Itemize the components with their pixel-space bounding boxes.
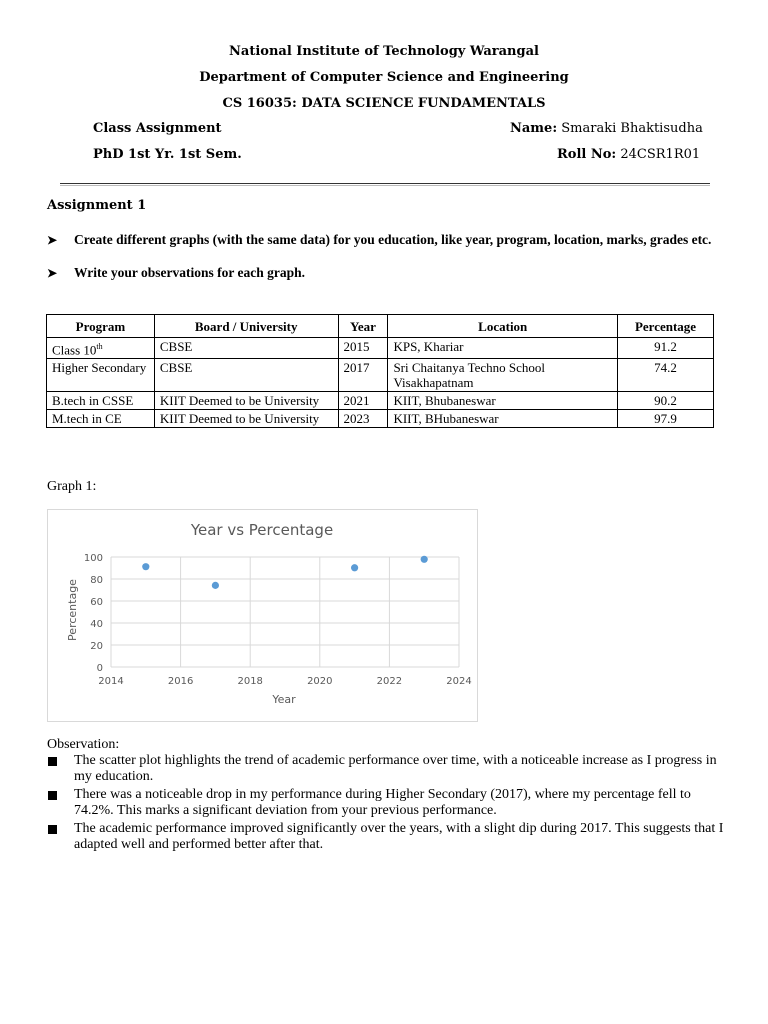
location-cell: KIIT, BHubaneswar (388, 410, 618, 428)
task-text: Write your observations for each graph. (74, 265, 305, 280)
percentage-cell: 74.2 (618, 359, 714, 392)
chart-title: Year vs Percentage (190, 521, 334, 539)
arrow-bullet-icon: ➤ (47, 233, 58, 247)
scatter-chart (48, 510, 477, 721)
semester-label: PhD 1st Yr. 1st Sem. (93, 147, 242, 162)
ordinal-suffix: th (96, 342, 103, 351)
x-tick-label: 2018 (237, 676, 263, 687)
square-bullet-icon (48, 791, 57, 800)
table-header-row (47, 315, 714, 338)
arrow-bullet-icon: ➤ (47, 266, 58, 280)
data-point (212, 582, 219, 589)
column-header: Program (47, 315, 155, 338)
percentage-cell: 97.9 (618, 410, 714, 428)
y-tick-label: 40 (90, 619, 103, 630)
x-tick-label: 2024 (446, 676, 472, 687)
y-tick-label: 80 (90, 575, 103, 586)
class-label: Class Assignment (93, 121, 222, 136)
course-title: CS 16035: DATA SCIENCE FUNDAMENTALS (222, 96, 546, 111)
percentage-cell: 90.2 (618, 392, 714, 410)
observation-text: The scatter plot highlights the trend of academic performance over time, with a noticeable increase as I progress in my education. (74, 753, 717, 784)
board-cell: KIIT Deemed to be University (154, 410, 338, 428)
board-cell: KIIT Deemed to be University (154, 392, 338, 410)
percentage-cell: 91.2 (618, 338, 714, 359)
column-header: Percentage (618, 315, 714, 338)
location-cell: Sri Chaitanya Techno School Visakhapatnam (388, 359, 618, 392)
roll-value: 24CSR1R01 (620, 147, 701, 162)
x-tick-label: 2014 (98, 676, 124, 687)
x-axis-label: Year (272, 693, 296, 706)
year-cell: 2017 (338, 359, 388, 392)
program-cell: M.tech in CE (47, 410, 155, 428)
x-tick-label: 2016 (167, 676, 194, 687)
year-cell: 2015 (338, 338, 388, 359)
name-label: Name: (510, 121, 558, 136)
location-cell: KPS, Khariar (388, 338, 618, 359)
square-bullet-icon (48, 757, 57, 766)
header-divider (60, 183, 710, 184)
board-cell: CBSE (154, 359, 338, 392)
program-cell: Higher Secondary (47, 359, 155, 392)
column-header: Board / University (154, 315, 338, 338)
y-tick-label: 60 (90, 597, 103, 608)
table-row (47, 410, 714, 428)
assignment-title: Assignment 1 (47, 198, 147, 213)
chart-container (47, 509, 478, 722)
data-point (421, 556, 428, 563)
student-name (510, 121, 703, 136)
roll-label: Roll No: (557, 147, 617, 162)
program-cell: B.tech in CSSE (47, 392, 155, 410)
table-row (47, 392, 714, 410)
data-point (351, 564, 358, 571)
data-point (142, 563, 149, 570)
y-axis-label: Percentage (66, 579, 79, 641)
table-row (47, 359, 714, 392)
header-divider-shadow (60, 185, 710, 186)
year-cell: 2021 (338, 392, 388, 410)
observation-text: The academic performance improved significantly over the years, with a slight dip during 2017. This suggests that I adapted well and performed better after that. (74, 821, 724, 852)
education-table (46, 314, 714, 428)
square-bullet-icon (48, 825, 57, 834)
y-tick-label: 0 (96, 663, 103, 674)
column-header: Location (388, 315, 618, 338)
observation-label: Observation: (47, 737, 120, 752)
board-cell: CBSE (154, 338, 338, 359)
location-cell: KIIT, Bhubaneswar (388, 392, 618, 410)
y-tick-label: 100 (83, 553, 103, 564)
x-tick-label: 2020 (307, 676, 333, 687)
column-header: Year (338, 315, 388, 338)
table-row (47, 338, 714, 359)
program-text: Class 10 (52, 342, 97, 358)
x-tick-label: 2022 (376, 676, 403, 687)
observation-text: There was a noticeable drop in my performance during Higher Secondary (2017), where my percentage fell to 74.2%. This marks a significant deviation from your previous performance. (74, 787, 691, 818)
roll-number (557, 147, 700, 162)
year-cell: 2023 (338, 410, 388, 428)
graph-label: Graph 1: (47, 479, 97, 494)
institute-title: National Institute of Technology Warangal (229, 44, 539, 59)
task-text: Create different graphs (with the same data) for you education, like year, program, location, marks, grades etc. (74, 232, 712, 247)
name-value: Smaraki Bhaktisudha (561, 121, 703, 136)
program-cell (47, 338, 155, 359)
y-tick-label: 20 (90, 641, 103, 652)
department-title: Department of Computer Science and Engineering (199, 70, 569, 85)
